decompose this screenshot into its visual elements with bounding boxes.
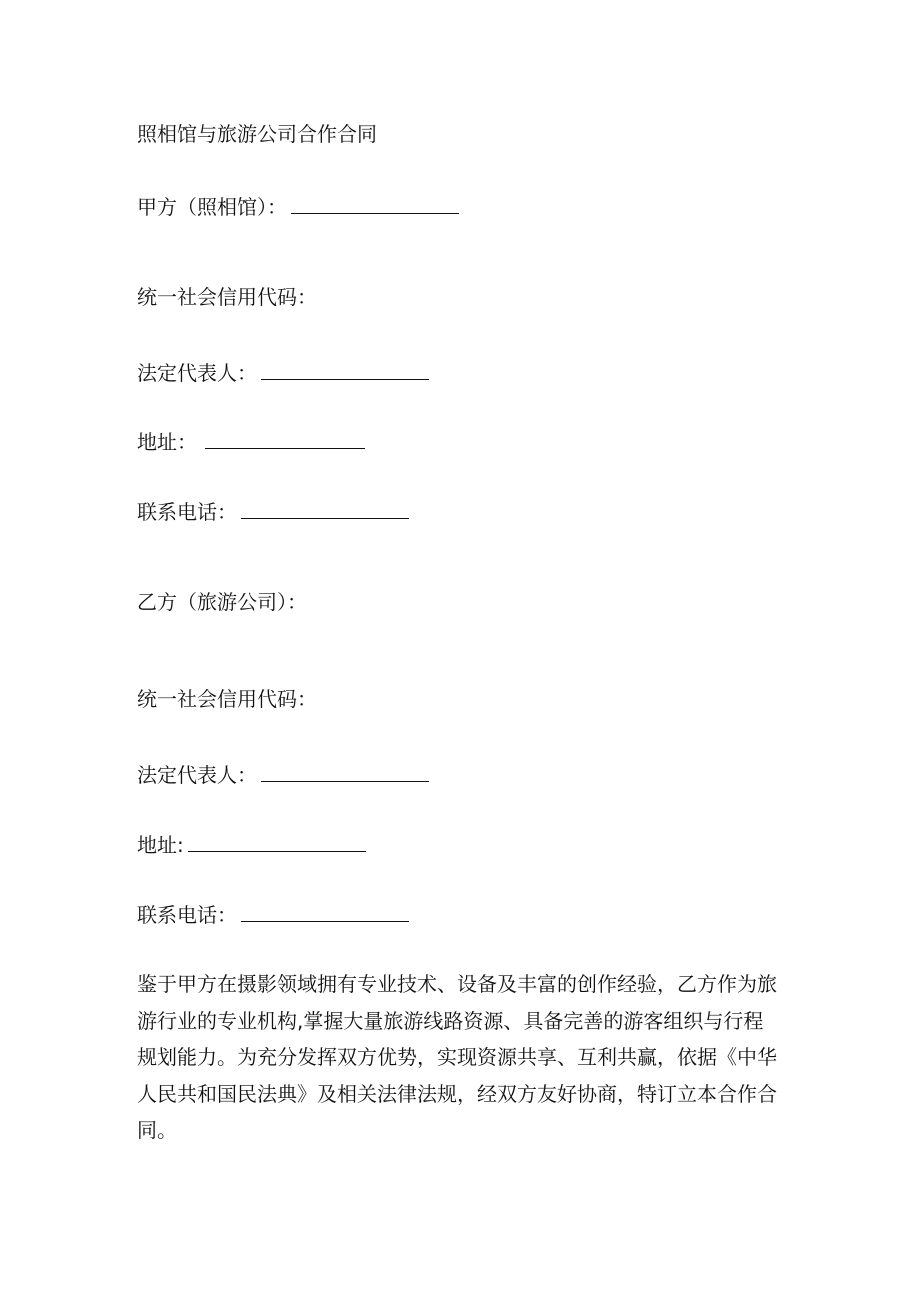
party-b-heading: 乙方（旅游公司）： xyxy=(137,590,307,614)
party-b-phone-blank[interactable] xyxy=(241,901,409,922)
preamble-line: 人民共和国民法典》及相关法律法规，经双方友好协商，特订立本合作合 xyxy=(137,1081,777,1106)
preamble-line: 规划能力。为充分发挥双方优势，实现资源共享、互利共赢，依据《中华 xyxy=(137,1045,777,1069)
party-a-phone-line xyxy=(137,498,409,524)
party-a-address-blank[interactable] xyxy=(205,428,365,449)
party-b-heading-line xyxy=(137,590,307,614)
party-a-representative-line xyxy=(137,359,429,385)
party-a-name-blank[interactable] xyxy=(291,193,459,214)
party-b-address-blank[interactable] xyxy=(188,831,366,852)
preamble-paragraph xyxy=(137,966,787,1149)
party-a-phone-blank[interactable] xyxy=(241,498,409,519)
party-b-credit-code-line xyxy=(137,687,317,711)
party-b-representative-blank[interactable] xyxy=(261,761,429,782)
party-a-credit-code-label: 统一社会信用代码： xyxy=(137,285,317,309)
party-b-phone-label: 联系电话： xyxy=(137,903,237,927)
party-b-representative-line xyxy=(137,761,429,787)
document-title: 照相馆与旅游公司合作合同 xyxy=(137,122,377,146)
party-b-address-line xyxy=(137,831,366,857)
party-a-credit-code-line xyxy=(137,285,317,309)
party-a-heading: 甲方（照相馆）： xyxy=(137,195,287,219)
party-b-representative-label: 法定代表人： xyxy=(137,763,257,787)
party-a-heading-line xyxy=(137,193,459,219)
preamble-line: 游行业的专业机构,掌握大量旅游线路资源、具备完善的游客组织与行程 xyxy=(137,1008,764,1033)
preamble-line: 同。 xyxy=(137,1118,177,1142)
party-a-representative-label: 法定代表人： xyxy=(137,361,257,385)
party-a-representative-blank[interactable] xyxy=(261,359,429,380)
party-b-address-label: 地址: xyxy=(137,833,184,857)
party-b-credit-code-label: 统一社会信用代码： xyxy=(137,687,317,711)
party-b-phone-line xyxy=(137,901,409,927)
party-a-address-line xyxy=(137,428,365,454)
party-a-phone-label: 联系电话： xyxy=(137,500,237,524)
party-a-address-label: 地址： xyxy=(137,430,197,454)
preamble-line: 鉴于甲方在摄影领域拥有专业技术、设备及丰富的创作经验，乙方作为旅 xyxy=(137,972,777,996)
